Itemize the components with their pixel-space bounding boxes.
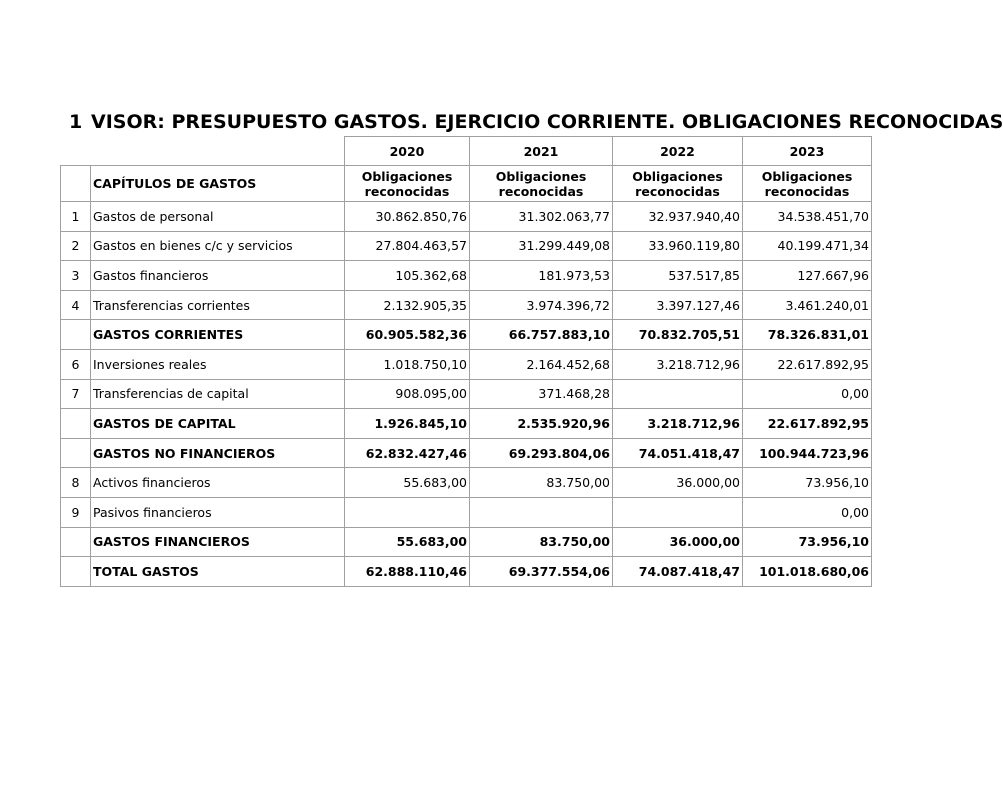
value-cell-2021: 83.750,00 (470, 468, 613, 498)
chapter-label: GASTOS CORRIENTES (91, 320, 345, 350)
chapter-number: 6 (61, 350, 91, 380)
value-cell-2022: 537.517,85 (613, 261, 743, 291)
table-row (61, 290, 872, 320)
value-cell-2022: 3.218.712,96 (613, 350, 743, 380)
value-cell-2021: 3.974.396,72 (470, 290, 613, 320)
year-header-2022: 2022 (613, 137, 743, 166)
chapter-label: Transferencias corrientes (91, 290, 345, 320)
value-cell-2021: 181.973,53 (470, 261, 613, 291)
chapter-number: 8 (61, 468, 91, 498)
value-cell-2022 (613, 379, 743, 409)
table-row (61, 498, 872, 528)
value-cell-2023: 40.199.471,34 (743, 231, 872, 261)
value-cell-2021: 31.302.063,77 (470, 202, 613, 232)
value-cell-2022: 70.832.705,51 (613, 320, 743, 350)
value-cell-2021: 2.535.920,96 (470, 409, 613, 439)
value-cell-2021: 69.293.804,06 (470, 438, 613, 468)
expenses-table (60, 136, 872, 587)
value-cell-2021: 31.299.449,08 (470, 231, 613, 261)
value-cell-2023: 0,00 (743, 379, 872, 409)
value-cell-2020: 27.804.463,57 (345, 231, 470, 261)
value-cell-2022: 3.397.127,46 (613, 290, 743, 320)
chapter-number: 9 (61, 498, 91, 528)
chapter-label: Gastos de personal (91, 202, 345, 232)
table-row (61, 320, 872, 350)
table-row (61, 202, 872, 232)
value-cell-2022: 3.218.712,96 (613, 409, 743, 439)
chapter-number: 1 (61, 202, 91, 232)
table-row (61, 261, 872, 291)
value-cell-2022: 74.087.418,47 (613, 557, 743, 587)
value-cell-2021 (470, 498, 613, 528)
value-cell-2023: 3.461.240,01 (743, 290, 872, 320)
value-cell-2020: 62.832.427,46 (345, 438, 470, 468)
value-cell-2023: 78.326.831,01 (743, 320, 872, 350)
chapter-number (61, 527, 91, 557)
chapter-label: Gastos en bienes c/c y servicios (91, 231, 345, 261)
value-cell-2022: 36.000,00 (613, 468, 743, 498)
value-cell-2023: 127.667,96 (743, 261, 872, 291)
year-header-2021: 2021 (470, 137, 613, 166)
value-cell-2021: 83.750,00 (470, 527, 613, 557)
value-cell-2021: 371.468,28 (470, 379, 613, 409)
column-label: Obligaciones reconocidas (743, 166, 872, 202)
value-cell-2022: 74.051.418,47 (613, 438, 743, 468)
chapter-label: Pasivos financieros (91, 498, 345, 528)
value-cell-2022 (613, 498, 743, 528)
chapter-number: 2 (61, 231, 91, 261)
blank-cell (61, 137, 91, 166)
column-label: Obligaciones reconocidas (470, 166, 613, 202)
value-cell-2022: 36.000,00 (613, 527, 743, 557)
chapter-number (61, 320, 91, 350)
chapter-number (61, 438, 91, 468)
value-cell-2023: 101.018.680,06 (743, 557, 872, 587)
table-row (61, 557, 872, 587)
value-cell-2020: 908.095,00 (345, 379, 470, 409)
value-cell-2023: 34.538.451,70 (743, 202, 872, 232)
blank-cell (91, 137, 345, 166)
value-cell-2020: 62.888.110,46 (345, 557, 470, 587)
table-row (61, 409, 872, 439)
chapter-label: Activos financieros (91, 468, 345, 498)
column-label: Obligaciones reconocidas (345, 166, 470, 202)
chapter-label: Inversiones reales (91, 350, 345, 380)
column-header-row (61, 166, 872, 202)
value-cell-2020: 60.905.582,36 (345, 320, 470, 350)
chapter-number: 4 (61, 290, 91, 320)
value-cell-2021: 69.377.554,06 (470, 557, 613, 587)
value-cell-2022: 32.937.940,40 (613, 202, 743, 232)
chapter-number (61, 557, 91, 587)
value-cell-2023: 73.956,10 (743, 468, 872, 498)
table-row (61, 350, 872, 380)
value-cell-2022: 33.960.119,80 (613, 231, 743, 261)
value-cell-2020 (345, 498, 470, 528)
value-cell-2020: 2.132.905,35 (345, 290, 470, 320)
chapter-number: 3 (61, 261, 91, 291)
value-cell-2023: 22.617.892,95 (743, 409, 872, 439)
value-cell-2020: 55.683,00 (345, 527, 470, 557)
value-cell-2023: 22.617.892,95 (743, 350, 872, 380)
chapter-label: Transferencias de capital (91, 379, 345, 409)
value-cell-2020: 105.362,68 (345, 261, 470, 291)
report-title (60, 108, 1003, 136)
num-header-cell (61, 166, 91, 202)
chapter-number: 7 (61, 379, 91, 409)
column-label: Obligaciones reconocidas (613, 166, 743, 202)
value-cell-2020: 1.926.845,10 (345, 409, 470, 439)
chapter-label: Gastos financieros (91, 261, 345, 291)
table-row (61, 379, 872, 409)
value-cell-2023: 73.956,10 (743, 527, 872, 557)
year-header-2023: 2023 (743, 137, 872, 166)
value-cell-2023: 100.944.723,96 (743, 438, 872, 468)
value-cell-2020: 55.683,00 (345, 468, 470, 498)
report-number: 1 (69, 111, 83, 133)
chapter-label: GASTOS FINANCIEROS (91, 527, 345, 557)
value-cell-2021: 2.164.452,68 (470, 350, 613, 380)
section-header: CAPÍTULOS DE GASTOS (91, 166, 345, 202)
year-header-2020: 2020 (345, 137, 470, 166)
chapter-label: GASTOS DE CAPITAL (91, 409, 345, 439)
chapter-number (61, 409, 91, 439)
table-row (61, 527, 872, 557)
chapter-label: TOTAL GASTOS (91, 557, 345, 587)
value-cell-2020: 30.862.850,76 (345, 202, 470, 232)
table-row (61, 438, 872, 468)
value-cell-2023: 0,00 (743, 498, 872, 528)
table-row (61, 468, 872, 498)
report-title-text: VISOR: PRESUPUESTO GASTOS. EJERCICIO CORRIENTE. OBLIGACIONES RECONOCIDAS (91, 111, 1003, 133)
table-row (61, 231, 872, 261)
chapter-label: GASTOS NO FINANCIEROS (91, 438, 345, 468)
value-cell-2020: 1.018.750,10 (345, 350, 470, 380)
value-cell-2021: 66.757.883,10 (470, 320, 613, 350)
year-header-row (61, 137, 872, 166)
